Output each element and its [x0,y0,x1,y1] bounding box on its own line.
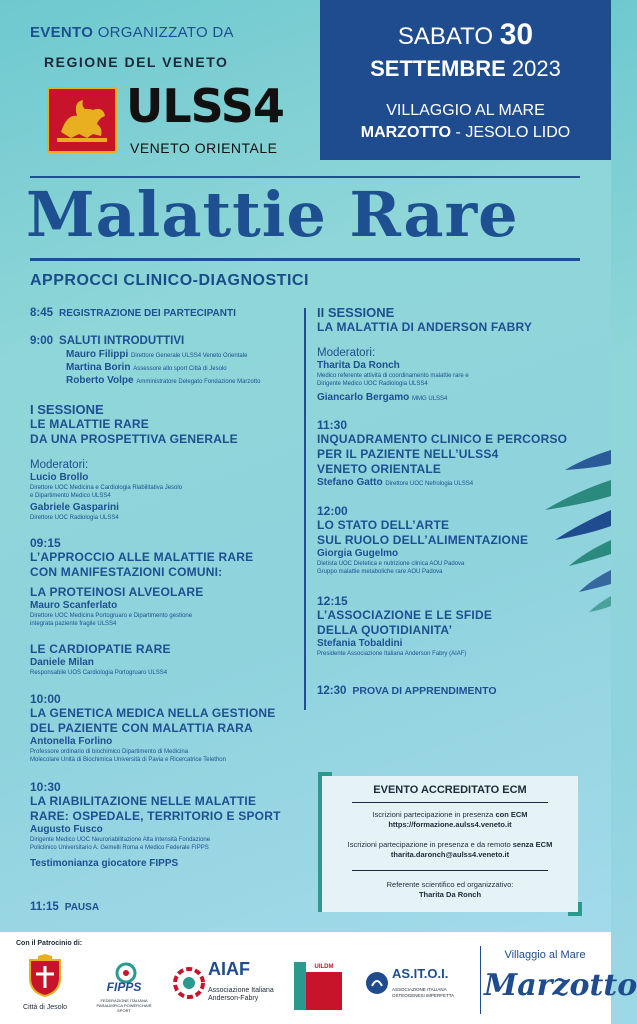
ecm-email-link[interactable]: tharita.daronch@aulss4.veneto.it [390,850,510,859]
session-1: I SESSIONE LE MALATTIE RARE DA UNA PROSPETTIVA GENERALE [30,402,238,446]
venue-line-2: MARZOTTO - JESOLO LIDO [360,124,571,141]
talk-1030: 10:30 LA RIABILITAZIONE NELLE MALATTIE RARE: OSPEDALE, TERRITORIO E SPORT Augusto Fusco Dirigente Medico UOC Neuroriabilitazione Alta intensità Fondazione Policlinico Universitario A. Gemelli Roma e Medico Federale FIPPS Testimonianza giocatore FIPPS [30,780,281,869]
lion-of-san-marco-logo [47,87,117,153]
talk-0915: 09:15 L’APPROCCIO ALLE MALATTIE RARE CON MANIFESTAZIONI COMUNI: LA PROTEINOSI ALVEOLARE Mauro Scanferlato Direttore UOC Medicina Portogruaro e Dipartimento gestione integrata paziente fragile ULSS4 [30,536,254,627]
date-box [320,0,611,160]
aiaf-sub: Associazione Italiana Anderson-Fabry [208,987,274,1002]
talk-cardiopatie: LE CARDIOPATIE RARE Daniele Milan Responsabile UOS Cardiologia Portogruaro ULSS4 [30,642,171,676]
date-line-2: SETTEMBRE 2023 [370,56,561,81]
saluti-people: Mauro Filippi Direttore Generale ULSS4 Veneto Orientale Martina Borin Assessore allo sport Città di Jesolo Roberto Volpe Amministratore Delegato Fondazione Marzotto [66,349,261,386]
veneto-orientale-label: VENETO ORIENTALE [130,140,278,156]
talk-1200: 12:00 LO STATO DELL’ARTE SUL RUOLO DELL’ALIMENTAZIONE Giorgia Gugelmo Dietista UOC Dietetica e nutrizione clinica AOU Padova Gruppo malattie metaboliche rare AOU Padova [317,504,529,575]
ecm-box [318,776,578,912]
venue-line-1: VILLAGGIO AL MARE [386,102,545,119]
marzotto-logo: Marzotto [484,968,637,1003]
lion-icon [53,94,111,146]
talk-1215: 12:15 L’ASSOCIAZIONE E LE SFIDE DELLA QUOTIDIANITA’ Stefania Tobaldini Presidente Associazione Italiana Anderson Fabry (AIAF) [317,594,493,657]
talk-1000: 10:00 LA GENETICA MEDICA NELLA GESTIONE DEL PAZIENTE CON MALATTIA RARA Antonella Forlino Professore ordinario di biochimico Dipartimento di Medicina Molecolare Unità di Biochimica Università di Pavia e Ricercatrice Telethon [30,692,276,763]
uildm-logo: UILDM [294,962,342,1010]
session-2-moderators: Moderatori: Tharita Da Ronch Medico referente attività di coordinamento malattie rare e Dirigente Medico UOC Radiologia ULSS4 Giancarlo Bergamo MMG ULSS4 [317,347,469,403]
session-1-moderators: Moderatori: Lucio Brollo Direttore UOC Medicina e Cardiologia Riabilitativa Jesolo e Dipartimento Medico ULSS4 Gabriele Gasparini Direttore UOC Radiologia ULSS4 [30,459,183,521]
ecm-url-link[interactable]: https://formazione.aulss4.veneto.it [388,820,512,829]
marzotto-line-1: Villaggio al Mare [504,949,586,961]
patrocinio-label: Con il Patrocinio di: [16,940,83,947]
ecm-divider-1 [352,802,548,803]
ecm-paragraph-3: Referente scientifico ed organizzativo: Tharita Da Ronch [386,880,514,899]
ecm-paragraph-2: Iscrizioni partecipazione in presenza e da remoto senza ECM tharita.daronch@aulss4.veneto.it [347,840,553,859]
organizer-line: EVENTO ORGANIZZATO DA [30,24,234,41]
talk-1130: 11:30 INQUADRAMENTO CLINICO E PERCORSO PER IL PAZIENTE NELL’ULSS4 VENETO ORIENTALE Stefano Gatto Direttore UOC Nefrologia ULSS4 [317,418,568,488]
jesolo-label: Città di Jesolo [23,1004,67,1011]
sponsor-footer [0,932,637,1024]
regione-label: REGIONE DEL VENETO [44,54,229,70]
ecm-title: EVENTO ACCREDITATO ECM [373,784,527,796]
title-rule-bottom [30,258,580,261]
ulss4-logo-text: ULSS4 [126,79,284,133]
pausa-item: 11:15 PAUSA [30,901,100,913]
ecm-paragraph-1: Iscrizioni partecipazione in presenza con ECM https://formazione.aulss4.veneto.it [372,810,528,829]
asitoi-sub: ASSOCIAZIONE ITALIANA OSTEOGENESI IMPERFETTA [392,987,455,998]
fipps-label: FIPPS [106,980,142,994]
asitoi-icon [364,970,390,996]
page-title: Malattie Rare [26,178,519,251]
registration-item: 8:45 REGISTRAZIONE DEI PARTECIPANTI [30,307,236,319]
fipps-sub: FEDERAZIONE ITALIANA PARALIMPICA POWERCHAIR SPORT [96,998,152,1013]
footer-divider [480,946,481,1014]
column-divider [304,308,306,710]
aiaf-label: AIAF [208,959,250,979]
aiaf-icon [172,966,206,1000]
talk-1230: 12:30 PROVA DI APPRENDIMENTO [317,685,497,697]
ecm-divider-2 [352,870,548,871]
subtitle: APPROCCI CLINICO-DIAGNOSTICI [30,272,309,289]
ecm-corner-br [568,902,582,916]
session-2: II SESSIONE LA MALATTIA DI ANDERSON FABRY [317,305,533,334]
decorative-brush-strokes [535,440,611,620]
jesolo-crest-icon [26,954,64,998]
asitoi-label: AS.IT.O.I. [392,966,449,981]
date-line-1: SABATO 30 [397,18,534,51]
saluti-item: 9:00 SALUTI INTRODUTTIVI [30,335,185,347]
